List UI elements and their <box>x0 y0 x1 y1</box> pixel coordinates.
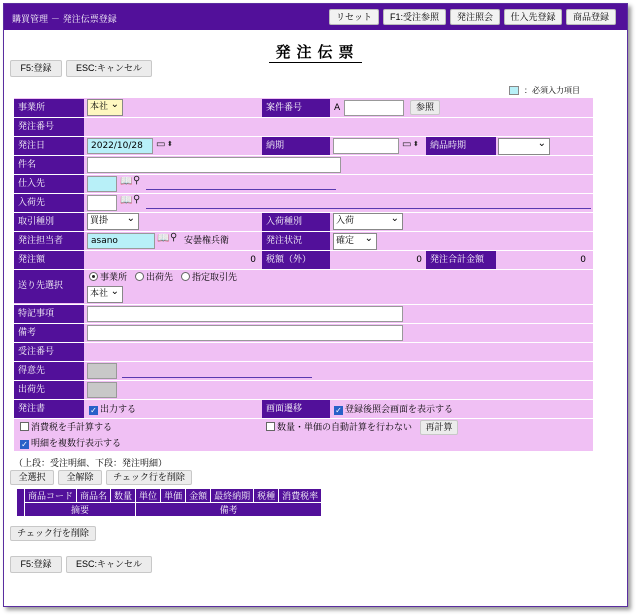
receipt-no-label: 受注番号 <box>14 343 84 361</box>
esc-cancel-button[interactable]: ESC:キャンセル <box>66 60 152 77</box>
book-icon[interactable]: 📖 <box>120 195 133 206</box>
supplier-name-line <box>146 189 336 190</box>
order-no-label: 発注番号 <box>14 118 84 136</box>
book-icon[interactable]: 📖 <box>157 233 170 244</box>
order-inquiry-button[interactable]: 発注照会 <box>450 9 500 25</box>
detail-table <box>16 488 322 517</box>
staff-code-input[interactable]: asano <box>87 233 155 249</box>
staff-label: 発注担当者 <box>14 232 84 250</box>
receive-from-label: 入荷先 <box>14 194 84 212</box>
receive-from-code-input[interactable] <box>87 195 117 211</box>
search-icon[interactable]: ⚲ <box>133 175 141 186</box>
order-amount-value: 0 <box>250 255 256 265</box>
detail-note: （上段：受注明細、下段：発注明細） <box>14 459 168 469</box>
receive-type-label: 入荷種別 <box>262 213 330 231</box>
customer-code-input <box>87 363 117 379</box>
column-header: 単位 <box>136 489 161 503</box>
tax-amount-label: 税額（外） <box>262 251 330 269</box>
delivery-period-label: 納品時期 <box>426 137 496 155</box>
order-total-value: 0 <box>580 255 586 265</box>
f5-register-bottom-button[interactable]: F5:登録 <box>10 556 62 573</box>
delete-checked-button[interactable]: チェック行を削除 <box>106 470 192 485</box>
column-header: 単価 <box>161 489 186 503</box>
search-icon[interactable]: ⚲ <box>133 194 141 205</box>
supplier-register-button[interactable]: 仕入先登録 <box>504 9 562 25</box>
due-date-label: 納期 <box>262 137 330 155</box>
case-no-input[interactable] <box>344 100 404 116</box>
order-status-label: 発注状況 <box>262 232 330 250</box>
case-no-prefix: A <box>334 103 341 113</box>
ship-option-office[interactable]: 事業所 <box>89 272 127 284</box>
order-doc-checkbox[interactable]: ✓ 出力する <box>90 405 137 415</box>
window-frame <box>3 3 628 607</box>
order-date-label: 発注日 <box>14 137 84 155</box>
order-date-input[interactable]: 2022/10/28 <box>87 138 153 154</box>
delivery-period-select[interactable] <box>498 138 550 155</box>
supplier-code-input[interactable] <box>87 176 117 192</box>
top-bar <box>4 4 627 30</box>
order-doc-label: 発注書 <box>14 400 84 418</box>
ship-select-label: 送り先選択 <box>14 270 84 303</box>
calendar-icon[interactable]: ▭ <box>402 139 412 150</box>
required-legend-text: ：必須入力項目 <box>524 86 580 95</box>
check-column-header <box>17 489 25 517</box>
notes-label: 特記事項 <box>14 305 84 323</box>
screen-transition-label: 画面遷移 <box>262 400 330 418</box>
office-label: 事業所 <box>14 99 84 117</box>
search-icon[interactable]: ⚲ <box>170 232 178 243</box>
ship-option-designated[interactable]: 指定取引先 <box>181 272 237 284</box>
office-select[interactable]: 本社 ⌄ <box>87 99 123 116</box>
calendar-icon[interactable]: ▭ <box>156 139 166 150</box>
order-total-label: 発注合計金額 <box>426 251 496 269</box>
column-header: 税種 <box>254 489 279 503</box>
shipping-label: 出荷先 <box>14 381 84 399</box>
f5-register-button[interactable]: F5:登録 <box>10 60 62 77</box>
delete-checked-bottom-button[interactable]: チェック行を削除 <box>10 526 96 541</box>
column-header: 備考 <box>136 503 322 517</box>
staff-name: 安曇権兵衛 <box>184 236 230 246</box>
shipping-code-input <box>87 382 117 398</box>
column-header: 消費税率 <box>279 489 322 503</box>
recalc-button[interactable]: 再計算 <box>420 420 458 435</box>
remarks-label: 備考 <box>14 324 84 342</box>
product-register-button[interactable]: 商品登録 <box>566 9 616 25</box>
column-header: 商品名 <box>77 489 111 503</box>
order-form <box>14 98 593 451</box>
reset-button[interactable]: リセット <box>329 9 379 25</box>
esc-cancel-bottom-button[interactable]: ESC:キャンセル <box>66 556 152 573</box>
column-header: 数量 <box>111 489 136 503</box>
column-header: 摘要 <box>25 503 136 517</box>
due-date-input[interactable] <box>333 138 399 154</box>
column-header: 金額 <box>186 489 211 503</box>
page-title: 発注伝票 <box>4 41 627 62</box>
clear-all-button[interactable]: 全解除 <box>58 470 102 485</box>
auto-calc-checkbox[interactable]: 数量・単価の自動計算を行わない <box>266 422 412 434</box>
required-legend-swatch <box>509 86 519 95</box>
ship-option-shipping[interactable]: 出荷先 <box>135 272 173 284</box>
spin-icon[interactable]: ⬍ <box>413 140 419 148</box>
subject-input[interactable] <box>87 157 341 173</box>
ship-office-select[interactable]: 本社 ⌄ <box>87 286 123 303</box>
book-icon[interactable]: 📖 <box>120 176 133 187</box>
screen-transition-checkbox[interactable]: ✓ 登録後照会画面を表示する <box>335 405 454 415</box>
column-header: 最終納期 <box>211 489 254 503</box>
notes-input[interactable] <box>87 306 403 322</box>
receive-type-select[interactable]: 入荷 ⌄ <box>333 213 403 230</box>
select-all-button[interactable]: 全選択 <box>10 470 54 485</box>
column-header: 商品コード <box>25 489 77 503</box>
subject-label: 件名 <box>14 156 84 174</box>
customer-name-line <box>122 377 312 378</box>
breadcrumb: 購買管理 － 発注伝票登録 <box>12 15 117 25</box>
multi-line-checkbox[interactable]: ✓ 明細を複数行表示する <box>21 439 122 449</box>
trade-type-select[interactable]: 買掛 ⌄ <box>87 213 139 230</box>
spin-icon[interactable]: ⬍ <box>167 140 173 148</box>
order-reference-button[interactable]: F1:受注参照 <box>383 9 446 25</box>
order-status-select[interactable]: 確定 ⌄ <box>333 233 377 250</box>
tax-manual-checkbox[interactable]: 消費税を手計算する <box>20 422 112 434</box>
reference-button[interactable]: 参照 <box>410 100 440 115</box>
remarks-input[interactable] <box>87 325 403 341</box>
order-amount-label: 発注額 <box>14 251 84 269</box>
case-no-label: 案件番号 <box>262 99 330 117</box>
trade-type-label: 取引種別 <box>14 213 84 231</box>
supplier-label: 仕入先 <box>14 175 84 193</box>
customer-label: 得意先 <box>14 362 84 380</box>
tax-amount-value: 0 <box>416 255 422 265</box>
receive-from-name-line <box>146 208 591 209</box>
